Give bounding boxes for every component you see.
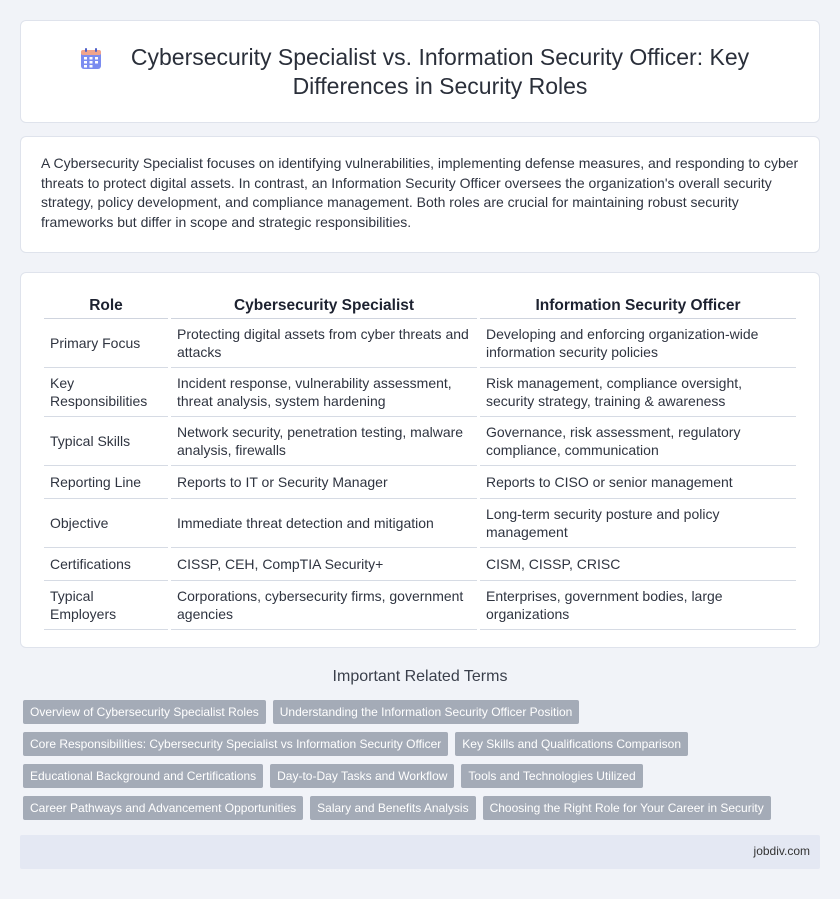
- row-label: Key Responsibilities: [44, 368, 168, 417]
- specialist-cell: Reports to IT or Security Manager: [171, 466, 477, 499]
- row-label: Typical Employers: [44, 581, 168, 630]
- table-row: [44, 548, 796, 581]
- table-row: [44, 417, 796, 466]
- header-information-security-officer: Information Security Officer: [480, 295, 796, 319]
- specialist-cell: Corporations, cybersecurity firms, government agencies: [171, 581, 477, 630]
- related-terms-heading: Important Related Terms: [332, 668, 508, 685]
- page-title: Cybersecurity Specialist vs. Information Security Officer: Key Differences in Security Roles: [130, 43, 750, 99]
- table-row: [44, 466, 796, 499]
- related-term-link[interactable]: Choosing the Right Role for Your Career in Security: [483, 796, 771, 820]
- related-term-link[interactable]: Core Responsibilities: Cybersecurity Specialist vs Information Security Officer: [23, 732, 448, 756]
- officer-cell: Risk management, compliance oversight, security strategy, training & awareness: [480, 368, 796, 417]
- row-label: Objective: [44, 499, 168, 548]
- related-term-link[interactable]: Career Pathways and Advancement Opportunities: [23, 796, 303, 820]
- related-term-link[interactable]: Overview of Cybersecurity Specialist Roles: [23, 700, 266, 724]
- related-term-link[interactable]: Salary and Benefits Analysis: [310, 796, 475, 820]
- footer-site-link[interactable]: jobdiv.com: [753, 844, 810, 858]
- row-label: Primary Focus: [44, 319, 168, 368]
- officer-cell: Long-term security posture and policy management: [480, 499, 796, 548]
- intro-paragraph: A Cybersecurity Specialist focuses on identifying vulnerabilities, implementing defense measures, and responding to cyber threats to protect digital assets. In contrast, an Information Security Officer oversees the organization's overall security strategy, policy development, and compliance management. Both roles are crucial for maintaining robust security frameworks but differ in scope and strategic responsibilities.: [41, 155, 799, 230]
- row-label: Reporting Line: [44, 466, 168, 499]
- related-term-link[interactable]: Day-to-Day Tasks and Workflow: [270, 764, 454, 788]
- table-row: [44, 368, 796, 417]
- officer-cell: Governance, risk assessment, regulatory compliance, communication: [480, 417, 796, 466]
- related-term-link[interactable]: Key Skills and Qualifications Comparison: [455, 732, 688, 756]
- specialist-cell: Network security, penetration testing, malware analysis, firewalls: [171, 417, 477, 466]
- specialist-cell: Incident response, vulnerability assessment, threat analysis, system hardening: [171, 368, 477, 417]
- intro-card: [20, 136, 820, 253]
- specialist-cell: Protecting digital assets from cyber threats and attacks: [171, 319, 477, 368]
- table-row: [44, 499, 796, 548]
- officer-cell: Developing and enforcing organization-wide information security policies: [480, 319, 796, 368]
- header-role: Role: [44, 295, 168, 319]
- officer-cell: Enterprises, government bodies, large organizations: [480, 581, 796, 630]
- table-row: [44, 319, 796, 368]
- title-card: [20, 20, 820, 123]
- comparison-card: [20, 272, 820, 648]
- footer: [20, 835, 820, 869]
- related-term-link[interactable]: Educational Background and Certifications: [23, 764, 263, 788]
- comparison-table: [41, 295, 799, 630]
- row-label: Certifications: [44, 548, 168, 581]
- related-term-link[interactable]: Tools and Technologies Utilized: [461, 764, 642, 788]
- officer-cell: CISM, CISSP, CRISC: [480, 548, 796, 581]
- related-term-link[interactable]: Understanding the Information Security Officer Position: [273, 700, 580, 724]
- table-row: [44, 581, 796, 630]
- row-label: Typical Skills: [44, 417, 168, 466]
- specialist-cell: CISSP, CEH, CompTIA Security+: [171, 548, 477, 581]
- header-cybersecurity-specialist: Cybersecurity Specialist: [171, 295, 477, 319]
- officer-cell: Reports to CISO or senior management: [480, 466, 796, 499]
- related-terms-list: [23, 700, 803, 820]
- specialist-cell: Immediate threat detection and mitigation: [171, 499, 477, 548]
